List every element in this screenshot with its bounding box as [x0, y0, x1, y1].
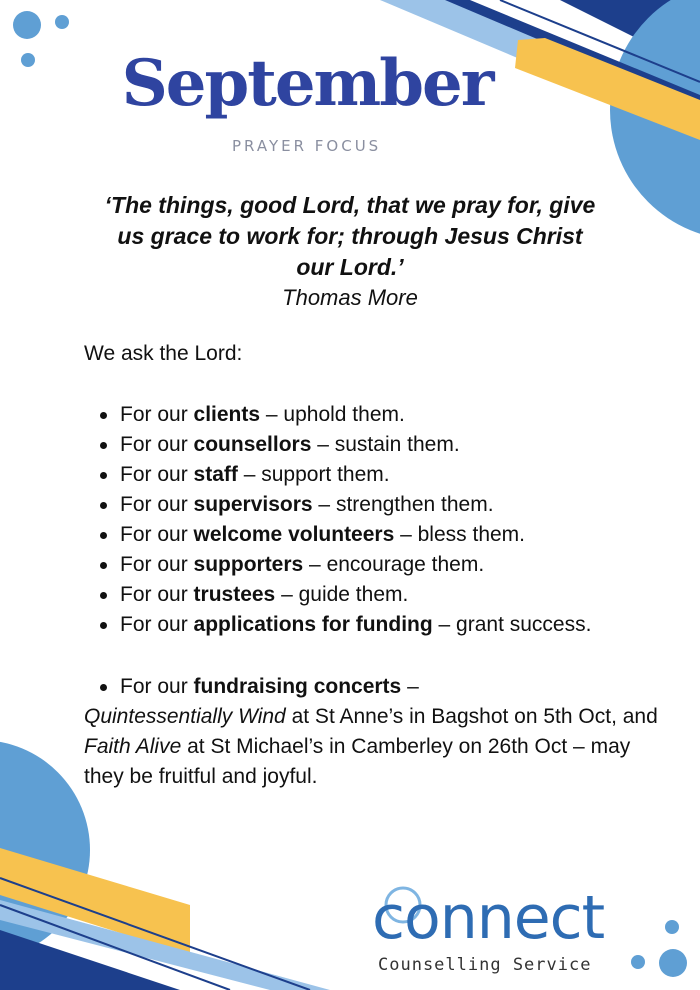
quote-line: ‘The things, good Lord, that we pray for, give — [104, 192, 596, 218]
concerts-detail: Quintessentially Wind at St Anne’s in Bagshot on 5th Oct, and Faith Alive at St Michael’s in Camberley on 26th Oct – may they be fruitful and joyful. — [84, 705, 658, 788]
list-item: For our clients – uphold them. — [84, 400, 664, 430]
list-item: For our staff – support them. — [84, 460, 664, 490]
page-title: September — [121, 46, 493, 121]
dot-small — [55, 15, 69, 29]
page-subtitle: PRAYER FOCUS — [232, 137, 382, 155]
dot-small — [665, 920, 679, 934]
event-name: Quintessentially Wind — [84, 705, 286, 728]
intro-text: We ask the Lord: — [84, 342, 243, 365]
list-item: For our welcome volunteers – bless them. — [84, 520, 664, 550]
list-item: For our counsellors – sustain them. — [84, 430, 664, 460]
quote-line: us grace to work for; through Jesus Christ — [117, 223, 583, 249]
concerts-heading: For our fundraising concerts – — [84, 672, 664, 702]
quote-line: our Lord.’ — [296, 254, 404, 280]
list-item: For our trustees – guide them. — [84, 580, 664, 610]
logo-tagline: Counselling Service — [378, 955, 592, 975]
list-item: For our applications for funding – grant success. — [84, 610, 664, 640]
prayer-list — [84, 400, 664, 640]
dot-small — [631, 955, 645, 969]
list-item: For our supervisors – strengthen them. — [84, 490, 664, 520]
dot-large — [13, 11, 41, 39]
event-name: Faith Alive — [84, 735, 182, 758]
dot-large — [659, 949, 687, 977]
concerts-item — [84, 672, 664, 792]
prayer-quote — [60, 190, 640, 283]
logo-wordmark: connect — [372, 883, 605, 953]
quote-author: Thomas More — [282, 285, 418, 310]
list-item: For our supporters – encourage them. — [84, 550, 664, 580]
